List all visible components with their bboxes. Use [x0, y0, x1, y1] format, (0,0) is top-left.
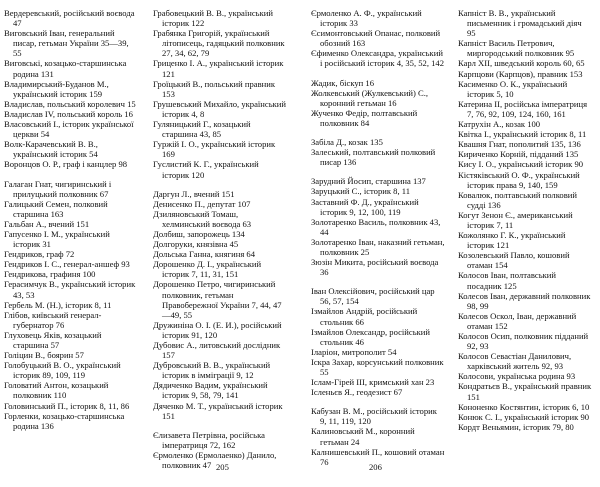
index-entry: Дяченко М. Т., український історик 151	[153, 400, 283, 421]
index-entry: Дзиляновський Томаш, хелминський воєвода 63	[153, 208, 252, 229]
index-entry: Головинський П., історик 8, 11, 86	[4, 400, 130, 411]
index-entry: Волк-Карачевський В. В., український історик 54	[4, 139, 98, 160]
index-entry: Єфименко Олександра, український і російський історик 4, 35, 52, 142	[311, 48, 445, 69]
index-entry: Катрухін А., козак 100	[458, 119, 541, 130]
index-entry: Козолевський Павло, кошовий отаман 154	[458, 250, 570, 271]
index-entry: Заставний Ф. Д., український історик 9, 12, 100, 119	[311, 196, 419, 217]
index-entry: Іслам-Гірей ІІІ, кримський хан 23	[311, 377, 435, 388]
index-entry: Єрмоленко А. Ф., український історик 33	[311, 8, 422, 29]
index-entry: Голобуцький В. О., український історик 89, 109, 119	[4, 360, 121, 381]
index-entry: Іскра Захар, корсунський полковник 55	[311, 356, 444, 377]
index-entry: Глуховець Яків, козацький старшина 57	[4, 329, 102, 350]
letter-group-gap	[4, 170, 138, 179]
index-entry: Гербель М. (Н.), історик 8, 11	[4, 299, 112, 310]
index-entry: Кожолянко Г. К., український історик 121	[458, 230, 566, 251]
index-entry: Даргун Л., вчений 151	[153, 188, 235, 199]
index-entry: Грабянка Григорій, український літописець, гадяцький полковник 27, 34, 62, 79	[153, 28, 285, 59]
index-entry: Зюзін Микита, російський воєвода 36	[311, 257, 439, 278]
index-entry: Золотаренко Василь, полковник 43, 44	[311, 216, 441, 237]
index-entry: Колесов Іван, державний полковник 98, 99	[458, 290, 591, 311]
index-entry: Галицький Семен, полковий старшина 163	[4, 198, 108, 219]
index-entry: Дорошенко Д. І., український історик 7, 11, 31, 151	[153, 259, 262, 280]
index-entry: Єрмоленко (Ермолаенко) Данило, полковник 47	[153, 449, 277, 471]
index-entry: Жолкевський (Жулкевський) С., коронний гетьман 16	[311, 87, 429, 108]
index-entry: Дубовис А., литовський дослідник 157	[153, 340, 281, 361]
index-entry: Колосов Осип, полковник підданий 92, 93	[458, 331, 589, 352]
index-entry: Галаган Гнат, чигиринський і прилуцький полковник 67	[4, 178, 112, 199]
index-entry: Ісленьєв Я., геодезист 67	[311, 387, 403, 398]
index-entry: Гальбан А., вчений 151	[4, 218, 90, 229]
index-entry: Дядиченко Вадим, український історик 9, 58, 79, 141	[153, 380, 268, 401]
index-column-3	[311, 8, 445, 467]
index-entry: Жученко Федір, полтавський полковник 84	[311, 107, 418, 128]
letter-group-gap	[153, 421, 287, 430]
index-entry: Іван Олексійович, російський цар 56, 57, 154	[311, 286, 435, 307]
index-entry: Владислав IV, польський король 16	[4, 108, 133, 119]
index-entry: Колосов Севастіан Данилович, харківський житель 92, 93	[458, 351, 572, 372]
index-entry: Гендриков, граф 72	[4, 249, 75, 260]
index-entry: Конюк С. І., український історик 90	[458, 411, 590, 422]
index-entry: Голіцин В., боярин 57	[4, 350, 84, 361]
index-entry: Золотаренко Іван, наказний гетьман, полковник 25	[311, 236, 445, 257]
index-entry: Кису І. О., український історик 90	[458, 159, 584, 170]
index-entry: Гриценко І. А., український історик 121	[153, 58, 284, 79]
index-entry: Виговський Іван, генеральний писар, гетьман України 35—39, 55	[4, 28, 129, 59]
index-entry: Кістяківський О. Ф., український історик права 9, 140, 159	[458, 169, 580, 190]
index-entry: Глібов, київський генерал-губернатор 76	[4, 309, 102, 330]
index-column-2	[153, 8, 287, 470]
index-entry: Денисенко П., депутат 107	[153, 198, 251, 209]
index-column-1	[4, 8, 138, 431]
index-entry: Долгоруки, князівна 45	[153, 239, 239, 250]
index-entry: Капніст Василь Петрович, миргородський полковник 95	[458, 38, 575, 59]
index-entry: Квітка І., український історик 8, 11	[458, 129, 587, 140]
index-entry: Жадик, біскуп 16	[311, 77, 375, 88]
index-entry: Кондратьєв В., український правник 151	[458, 381, 592, 402]
index-entry: Дубровський В. В., український історик в імміграції 9, 12	[153, 360, 271, 381]
index-entry: Воронцов О. Р., граф і канцлер 98	[4, 159, 128, 170]
index-entry: Горленки, козацько-старшинська родина 136	[4, 410, 125, 431]
index-entry: Капніст В. В., український письменник і громадський діяч 95	[458, 8, 582, 39]
index-entry: Зарудний Йосип, старшина 137	[311, 176, 426, 187]
index-entry: Гендриков І. С., генерал-аншеф 93	[4, 259, 130, 270]
index-entry: Власовський І., історик української церкви 54	[4, 119, 134, 140]
index-entry: Кабузан В. М., російський історик 9, 11, 119, 120	[311, 406, 437, 427]
index-entry: Колесов Оскол, Іван, державний отаман 152	[458, 310, 577, 331]
index-entry: Вердеревський, російський воєвода 47	[4, 8, 135, 29]
index-column-4	[458, 8, 592, 432]
index-entry: Єсимонтовський Опанас, полковий обозний 163	[311, 28, 441, 49]
index-entry: Забіла Д., козак 135	[311, 137, 383, 148]
letter-group-gap	[311, 397, 445, 406]
index-entry: Ковалюк, полтавський полковий судді 136	[458, 189, 577, 210]
index-entry: Герасимчук В., український історик 43, 53	[4, 279, 136, 300]
page-number-left: 205	[216, 462, 229, 472]
index-entry: Єлизавета Петрівна, російська імператриця 72, 162	[153, 429, 265, 450]
index-entry: Гуслистий К. Г., український історик 120	[153, 159, 259, 180]
letter-group-gap	[311, 69, 445, 78]
index-entry: Заруцький С., історик 8, 11	[311, 186, 411, 197]
index-entry: Гуржій І. О., український історик 169	[153, 139, 276, 160]
index-entry: Дорошенко Петро, чигиринський полковник, гетьман Правобережної України 7, 44, 47—49, 55	[153, 279, 282, 320]
index-entry: Колосови, українська родина 93	[458, 371, 576, 382]
index-entry: Кордт Веньямин, історик 79, 80	[458, 421, 574, 432]
index-entry: Іларіон, митрополит 54	[311, 346, 397, 357]
index-entry: Карпцови (Карпцов), правник 153	[458, 68, 583, 79]
letter-group-gap	[311, 277, 445, 286]
index-entry: Калнишевський П., кошовий отаман 76	[311, 446, 445, 467]
index-entry: Грабовецький В. В., український історик 122	[153, 8, 273, 29]
index-entry: Ізмайлов Андрій, російський стольник 66	[311, 306, 418, 327]
index-entry: Головатий Антон, козацький полковник 110	[4, 380, 109, 401]
index-entry: Гуляницький Г., козацький старшина 43, 85	[153, 119, 251, 140]
index-entry: Долбиш, запорожець 134	[153, 228, 245, 239]
index-entry: Когут Зенон Є., американський історик 7, 11	[458, 209, 573, 230]
index-entry: Ізмайлов Олександр, російський стольник 46	[311, 326, 431, 347]
letter-group-gap	[311, 167, 445, 176]
index-entry: Виговські, козацько-старшинська родина 131	[4, 58, 127, 79]
index-entry: Владимирський-Буданов М., український історик 159	[4, 78, 109, 99]
index-entry: Калиновський М., коронний гетьман 24	[311, 426, 415, 447]
letter-group-gap	[311, 128, 445, 137]
index-entry: Гендрикова, графиня 100	[4, 269, 96, 280]
index-entry: Карл XII, шведський король 60, 65	[458, 58, 585, 69]
index-entry: Гапусенко І. М., український історик 31	[4, 228, 110, 250]
index-entry: Касименко О. К., український історик 5, 10	[458, 78, 568, 99]
letter-group-gap	[153, 180, 287, 189]
index-entry: Кириченко Корній, підданий 135	[458, 149, 579, 160]
index-entry: Кононенко Костянтин, історик 6, 10	[458, 401, 590, 412]
index-entry: Дружиніна О. І. (Е. И.), російський історик 91, 120	[153, 319, 282, 340]
index-entry: Катерина ІІ, російська імператриця 7, 76, 92, 109, 124, 160, 161	[458, 98, 588, 119]
index-entry: Грушевський Михайло, український історик 4, 8	[153, 98, 286, 119]
index-entry: Колосов Іван, полтавський посадник 125	[458, 270, 556, 291]
page-number-right: 206	[369, 462, 382, 472]
index-entry: Владислав, польський королевич 15	[4, 98, 136, 109]
index-entry: Гроїцький В., польський правник 153	[153, 78, 276, 99]
index-entry: Квашня Гнат, пополитий 135, 136	[458, 139, 581, 150]
index-entry: Дольська Ганна, княгиня 64	[153, 249, 256, 260]
index-entry: Залеський, полтавський полковий писар 136	[311, 147, 436, 168]
